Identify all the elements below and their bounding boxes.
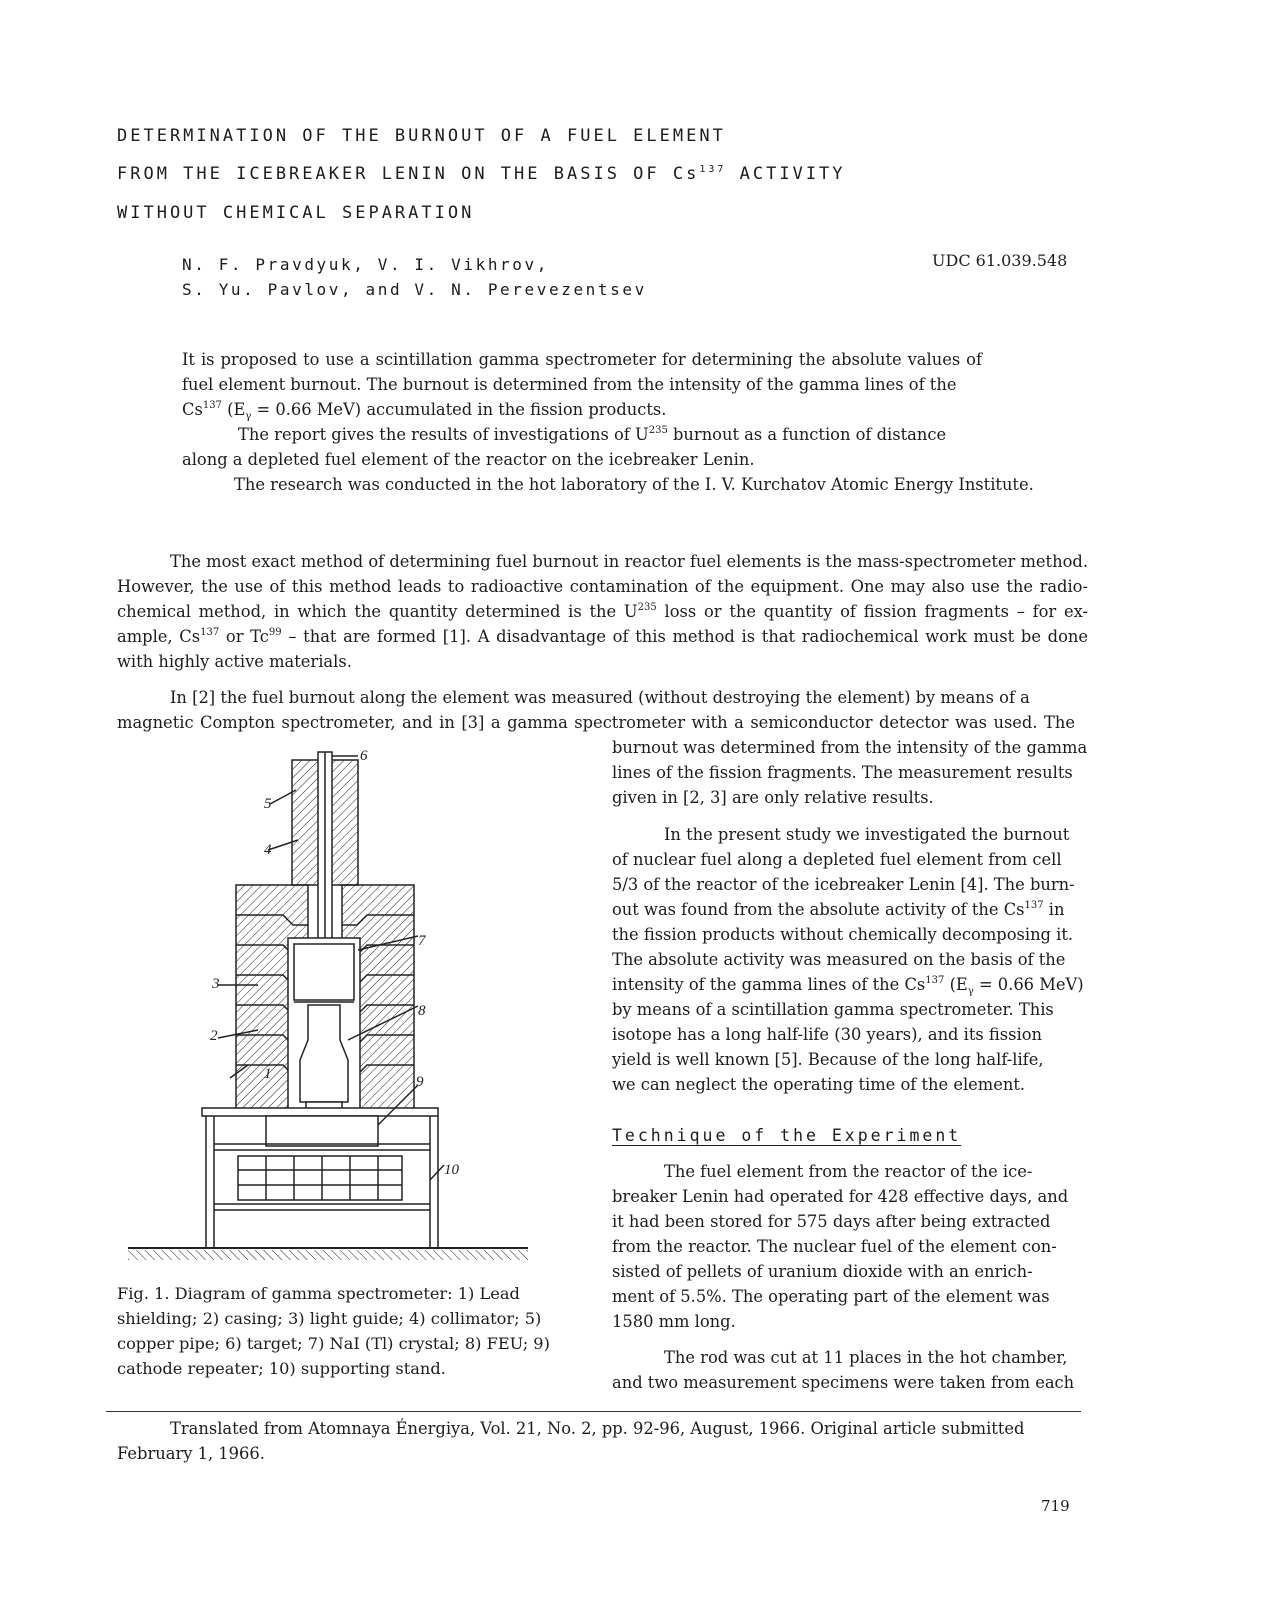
body-line: with highly active materials. bbox=[117, 652, 352, 671]
caption-line: cathode repeater; 10) supporting stand. bbox=[117, 1359, 446, 1378]
label-4: 4 bbox=[264, 842, 272, 858]
label-1: 1 bbox=[264, 1066, 272, 1082]
abstract-line: Cs$^{137}$ ($E_\gamma = 0.66$ MeV) accumulated in the fission products. bbox=[182, 400, 667, 422]
label-9: 9 bbox=[416, 1074, 424, 1090]
caption-line: Fig. 1. Diagram of gamma spectrometer: 1) Lead bbox=[117, 1284, 520, 1303]
label-7: 7 bbox=[418, 933, 426, 949]
label-6: 6 bbox=[360, 748, 368, 764]
rc-line: out was found from the absolute activity of the Cs$^{137}$ in bbox=[612, 900, 1065, 919]
label-2: 2 bbox=[210, 1028, 218, 1044]
caption-line: shielding; 2) casing; 3) light guide; 4) collimator; 5) bbox=[117, 1309, 542, 1328]
footnote-rule bbox=[106, 1411, 1081, 1412]
footnote-line: Translated from Atomnaya Énergiya, Vol. 21, No. 2, pp. 92-96, August, 1966. Original article submitted bbox=[170, 1419, 1025, 1438]
rc-line: In the present study we investigated the burnout bbox=[664, 825, 1070, 844]
rc-line: sisted of pellets of uranium dioxide with an enrich- bbox=[612, 1262, 1033, 1281]
cathode-repeater-shape bbox=[266, 1116, 378, 1146]
authors-line-2: S. Yu. Pavlov, and V. N. Perevezentsev bbox=[182, 280, 647, 299]
body-line: chemical method, in which the quantity determined is the $U^{235}$ loss or the quantity of fission fragments – for ex- bbox=[117, 602, 1088, 621]
body-line: However, the use of this method leads to radioactive contamination of the equipment. One may also use the radio- bbox=[117, 577, 1088, 596]
title-line-2: FROM THE ICEBREAKER LENIN ON THE BASIS OF Cs$^{137}$ ACTIVITY bbox=[117, 164, 846, 184]
rc-line: The rod was cut at 11 places in the hot chamber, bbox=[664, 1348, 1068, 1367]
rc-line: The absolute activity was measured on the basis of the bbox=[612, 950, 1066, 969]
footnote-line: February 1, 1966. bbox=[117, 1444, 265, 1463]
body-line: ample, Cs$^{137}$ or Tc$^{99}$ – that are formed [1]. A disadvantage of this method is that radiochemical work must be done bbox=[117, 627, 1089, 646]
rc-line: it had been stored for 575 days after being extracted bbox=[612, 1212, 1051, 1231]
title-line-1: DETERMINATION OF THE BURNOUT OF A FUEL ELEMENT bbox=[117, 126, 726, 146]
abstract-line: fuel element burnout. The burnout is determined from the intensity of the gamma lines of the bbox=[182, 375, 957, 394]
rc-line: intensity of the gamma lines of the Cs$^{137}$ ($E_\gamma = 0.66$ MeV) bbox=[612, 975, 1084, 997]
body-line: In [2] the fuel burnout along the element was measured (without destroying the element) by means of a bbox=[170, 688, 1030, 707]
label-3: 3 bbox=[212, 976, 220, 992]
rc-line: 1580 mm long. bbox=[612, 1312, 736, 1331]
rc-line: yield is well known [5]. Because of the long half-life, bbox=[612, 1050, 1044, 1069]
page-number: 719 bbox=[1041, 1497, 1070, 1515]
rc-line: from the reactor. The nuclear fuel of the element con- bbox=[612, 1237, 1057, 1256]
rc-line: by means of a scintillation gamma spectrometer. This bbox=[612, 1000, 1054, 1019]
rc-line: and two measurement specimens were taken from each bbox=[612, 1373, 1075, 1392]
rc-line: of nuclear fuel along a depleted fuel element from cell bbox=[612, 850, 1062, 869]
gamma-spectrometer-diagram bbox=[118, 740, 538, 1270]
body-line: magnetic Compton spectrometer, and in [3] a gamma spectrometer with a semiconductor detector was used. The bbox=[117, 713, 1075, 732]
section-heading: Technique of the Experiment bbox=[612, 1126, 962, 1145]
rc-line: isotope has a long half-life (30 years), and its fission bbox=[612, 1025, 1042, 1044]
abstract-line: along a depleted fuel element of the reactor on the icebreaker Lenin. bbox=[182, 450, 755, 469]
abstract-line: It is proposed to use a scintillation gamma spectrometer for determining the absolute values of bbox=[182, 350, 982, 369]
abstract-line: The research was conducted in the hot laboratory of the I. V. Kurchatov Atomic Energy Institute. bbox=[234, 475, 1034, 494]
label-5: 5 bbox=[264, 796, 272, 812]
label-10: 10 bbox=[444, 1162, 459, 1178]
rc-line: the fission products without chemically decomposing it. bbox=[612, 925, 1074, 944]
rc-line: 5/3 of the reactor of the icebreaker Lenin [4]. The burn- bbox=[612, 875, 1075, 894]
rc-line: burnout was determined from the intensity of the gamma bbox=[612, 738, 1088, 757]
rc-line: breaker Lenin had operated for 428 effective days, and bbox=[612, 1187, 1069, 1206]
abstract-line: The report gives the results of investigations of $U^{235}$ burnout as a function of distance bbox=[238, 425, 947, 444]
label-8: 8 bbox=[418, 1003, 426, 1019]
rc-line: ment of 5.5%. The operating part of the element was bbox=[612, 1287, 1050, 1306]
udc-code: UDC 61.039.548 bbox=[932, 251, 1068, 270]
title-line-3: WITHOUT CHEMICAL SEPARATION bbox=[117, 203, 475, 223]
rc-line: lines of the fission fragments. The measurement results bbox=[612, 763, 1073, 782]
body-line: The most exact method of determining fuel burnout in reactor fuel elements is the mass-spectrometer method. bbox=[170, 552, 1088, 571]
caption-line: copper pipe; 6) target; 7) NaI (Tl) crystal; 8) FEU; 9) bbox=[117, 1334, 550, 1353]
rc-line: we can neglect the operating time of the element. bbox=[612, 1075, 1026, 1094]
rc-line: The fuel element from the reactor of the ice- bbox=[664, 1162, 1033, 1181]
authors-line-1: N. F. Pravdyuk, V. I. Vikhrov, bbox=[182, 255, 549, 274]
rc-line: given in [2, 3] are only relative results. bbox=[612, 788, 934, 807]
crystal-shape bbox=[294, 944, 354, 1000]
